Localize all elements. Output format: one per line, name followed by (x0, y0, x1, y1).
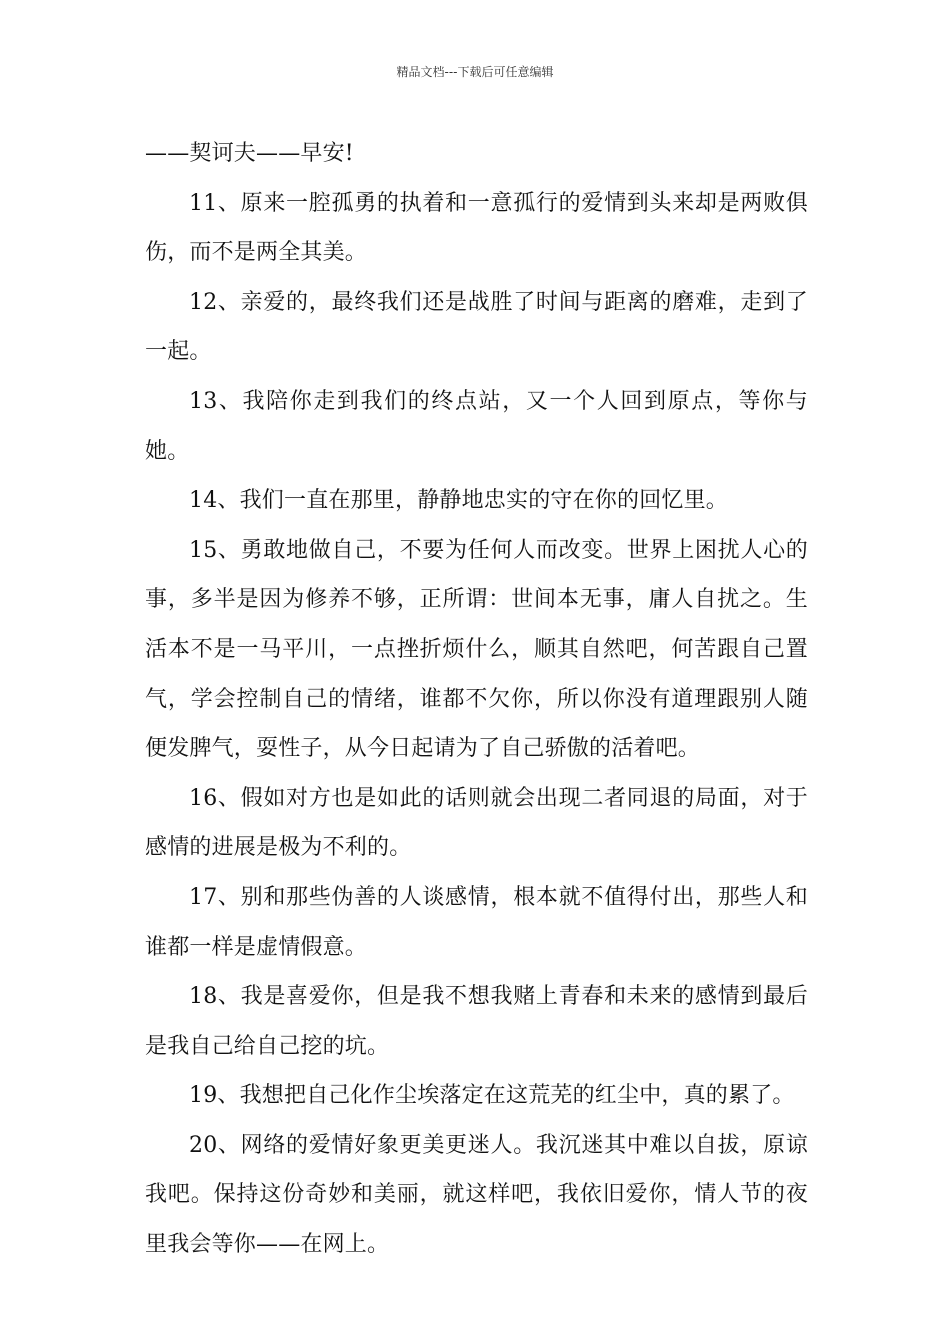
paragraph-item-18: 18、我是喜爱你，但是我不想我赌上青春和未来的感情到最后是我自己给自己挖的坑。 (145, 984, 808, 1059)
paragraph-attribution: ——契诃夫——早安! (145, 141, 354, 166)
page-header: 精品文档---下载后可任意编辑 (396, 65, 554, 79)
paragraph-item-14: 14、我们一直在那里，静静地忠实的守在你的回忆里。 (189, 488, 728, 514)
paragraph-item-11: 11、原来一腔孤勇的执着和一意孤行的爱情到头来却是两败俱伤，而不是两全其美。 (145, 190, 808, 266)
paragraph-item-19: 19、我想把自己化作尘埃落定在这荒芜的红尘中，真的累了。 (189, 1083, 795, 1109)
paragraph-item-20: 20、网络的爱情好象更美更迷人。我沉迷其中难以自拔，原谅我吧。保持这份奇妙和美丽，就这样吧，我依旧爱你，情人节的夜里我会等你——在网上。 (145, 1132, 808, 1258)
paragraph-item-15: 15、勇敢地做自己，不要为任何人而改变。世界上困扰人心的事，多半是因为修养不够，正所谓：世间本无事，庸人自扰之。生活本不是一马平川，一点挫折烦什么，顺其自然吧，何苦跟自己置气，学会控制自己的情绪，谁都不欠你，所以你没有道理跟别人随便发脾气，耍性子，从今日起请为了自己骄傲的活着吧。 (145, 537, 808, 762)
paragraph-item-17: 17、别和那些伪善的人谈感情，根本就不值得付出，那些人和谁都一样是虚情假意。 (145, 884, 808, 960)
paragraph-item-13: 13、我陪你走到我们的终点站，又一个人回到原点，等你与她。 (145, 388, 808, 464)
document-body (145, 129, 808, 1270)
paragraph-item-12: 12、亲爱的，最终我们还是战胜了时间与距离的磨难，走到了一起。 (145, 289, 808, 365)
paragraph-item-16: 16、假如对方也是如此的话则就会出现二者同退的局面，对于感情的进展是极为不利的。 (145, 785, 808, 861)
